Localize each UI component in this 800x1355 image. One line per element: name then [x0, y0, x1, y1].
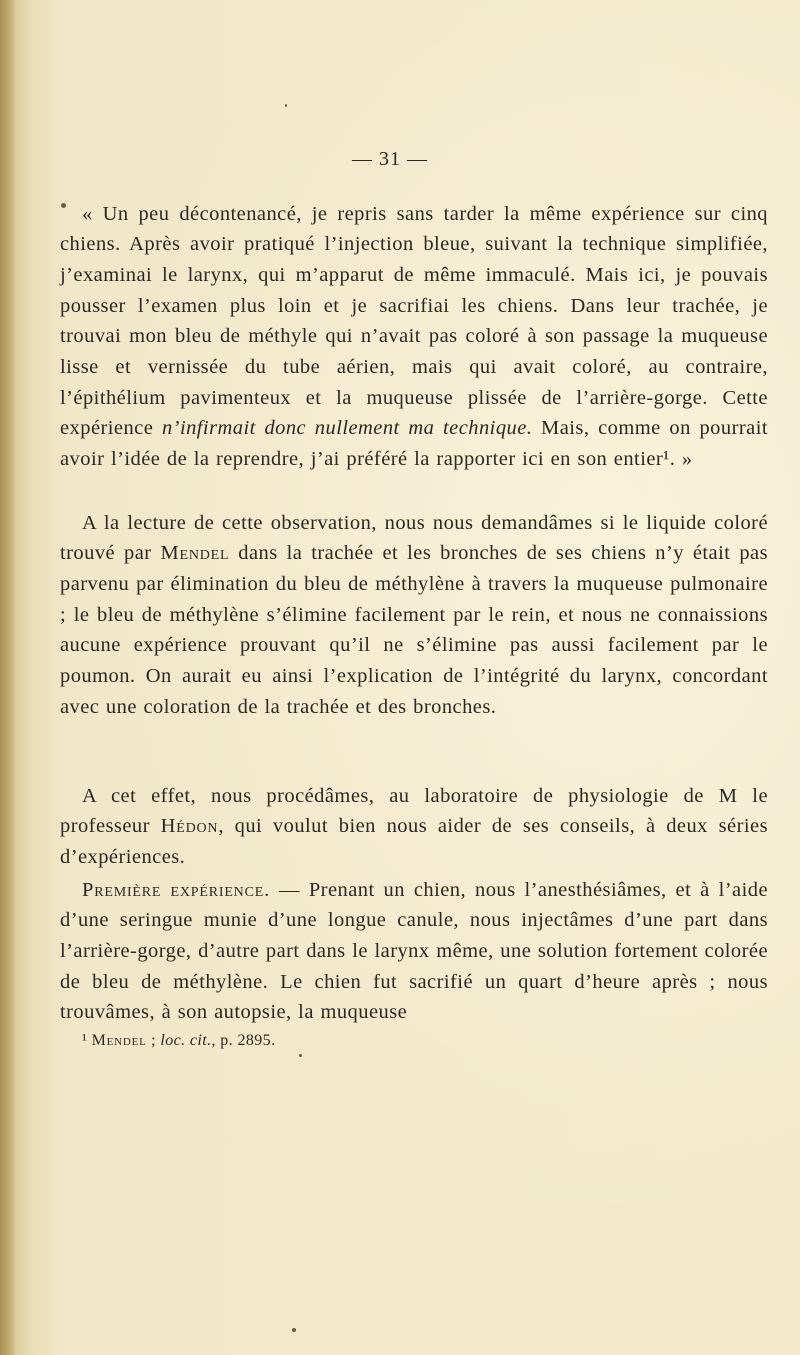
footnote: ¹ Mendel ; loc. cit., p. 2895.: [82, 1032, 276, 1049]
ink-speck: [285, 104, 287, 107]
ink-speck: [299, 1054, 302, 1057]
author-name: Mendel: [160, 542, 230, 565]
author-name: Hédon: [160, 815, 219, 838]
paragraph-text: — Prenant un chien, nous l’anesthésiâmes, et à l’aide d’une seringue munie d’une longue canule, nous injectâmes d’une part dans l’arrière-gorge, d’autre part dans le larynx même, une solution fortement colorée de bleu de méthylène. Le chien fut sacrifié un quart d’heure après ; nous trouvâmes, à son autopsie, la muqueuse: [60, 878, 768, 1024]
ink-speck: [292, 1328, 296, 1332]
paragraph-observation: [60, 508, 768, 723]
paragraph-quote: [60, 199, 768, 475]
ink-speck: [61, 203, 66, 208]
footnote-author: Mendel: [91, 1032, 147, 1049]
emphasis-text: n’infirmait donc nullement ma technique.: [161, 417, 533, 440]
page-gutter-shadow: [0, 0, 16, 1355]
paragraph-text: , qui voulut bien nous aider de ses conseils, à deux séries d’expériences.: [60, 815, 769, 868]
page-number: — 31 —: [352, 148, 428, 170]
footnote-citation: loc. cit.: [160, 1032, 212, 1049]
paragraph-text: dans la trachée et les bronches de ses chiens n’y était pas parvenu par élimination du bleu de méthylène à travers la muqueuse pulmonaire ; le bleu de méthylène s’élimine facilement par le rein, et nous ne connaissions aucune expérience prouvant qu’il ne s’élimine pas aussi facilement par le poumon. On aurait eu ainsi l’explication de l’intégrité du larynx, concordant avec une coloration de la trachée et des bronches.: [60, 542, 768, 718]
paragraph-laboratory: [60, 781, 768, 873]
paragraph-text: Mais, comme on pourrait avoir l’idée de la reprendre, j’ai préféré la rapporter ici en son entier¹. »: [60, 417, 768, 471]
section-heading: Première expérience.: [82, 878, 271, 901]
paragraph-first-experiment: [60, 875, 768, 1029]
paragraph-text: « Un peu décontenancé, je repris sans tarder la même expérience sur cinq chiens. Après avoir pratiqué l’injection bleue, suivant la technique simplifiée, j’examinai le larynx, qui m’apparut de même immaculé. Mais ici, je pouvais pousser l’examen plus loin et je sacrifiai les chiens. Dans leur trachée, je trouvai mon bleu de méthyle qui n’avait pas coloré à son passage la muqueuse lisse et vernissée du tube aérien, mais qui avait coloré, au contraire, l’épithélium pavimenteux et la muqueuse plissée de l’arrière-gorge. Cette expérience: [60, 202, 768, 440]
paragraph-text: A cet effet, nous procédâmes, au laboratoire de physiologie de M le professeur: [60, 784, 768, 838]
footnote-marker: ¹: [82, 1032, 88, 1049]
paragraph-text: A la lecture de cette observation, nous nous demandâmes si le liquide coloré trouvé par: [60, 511, 768, 565]
footnote-page-ref: , p. 2895.: [211, 1032, 276, 1049]
